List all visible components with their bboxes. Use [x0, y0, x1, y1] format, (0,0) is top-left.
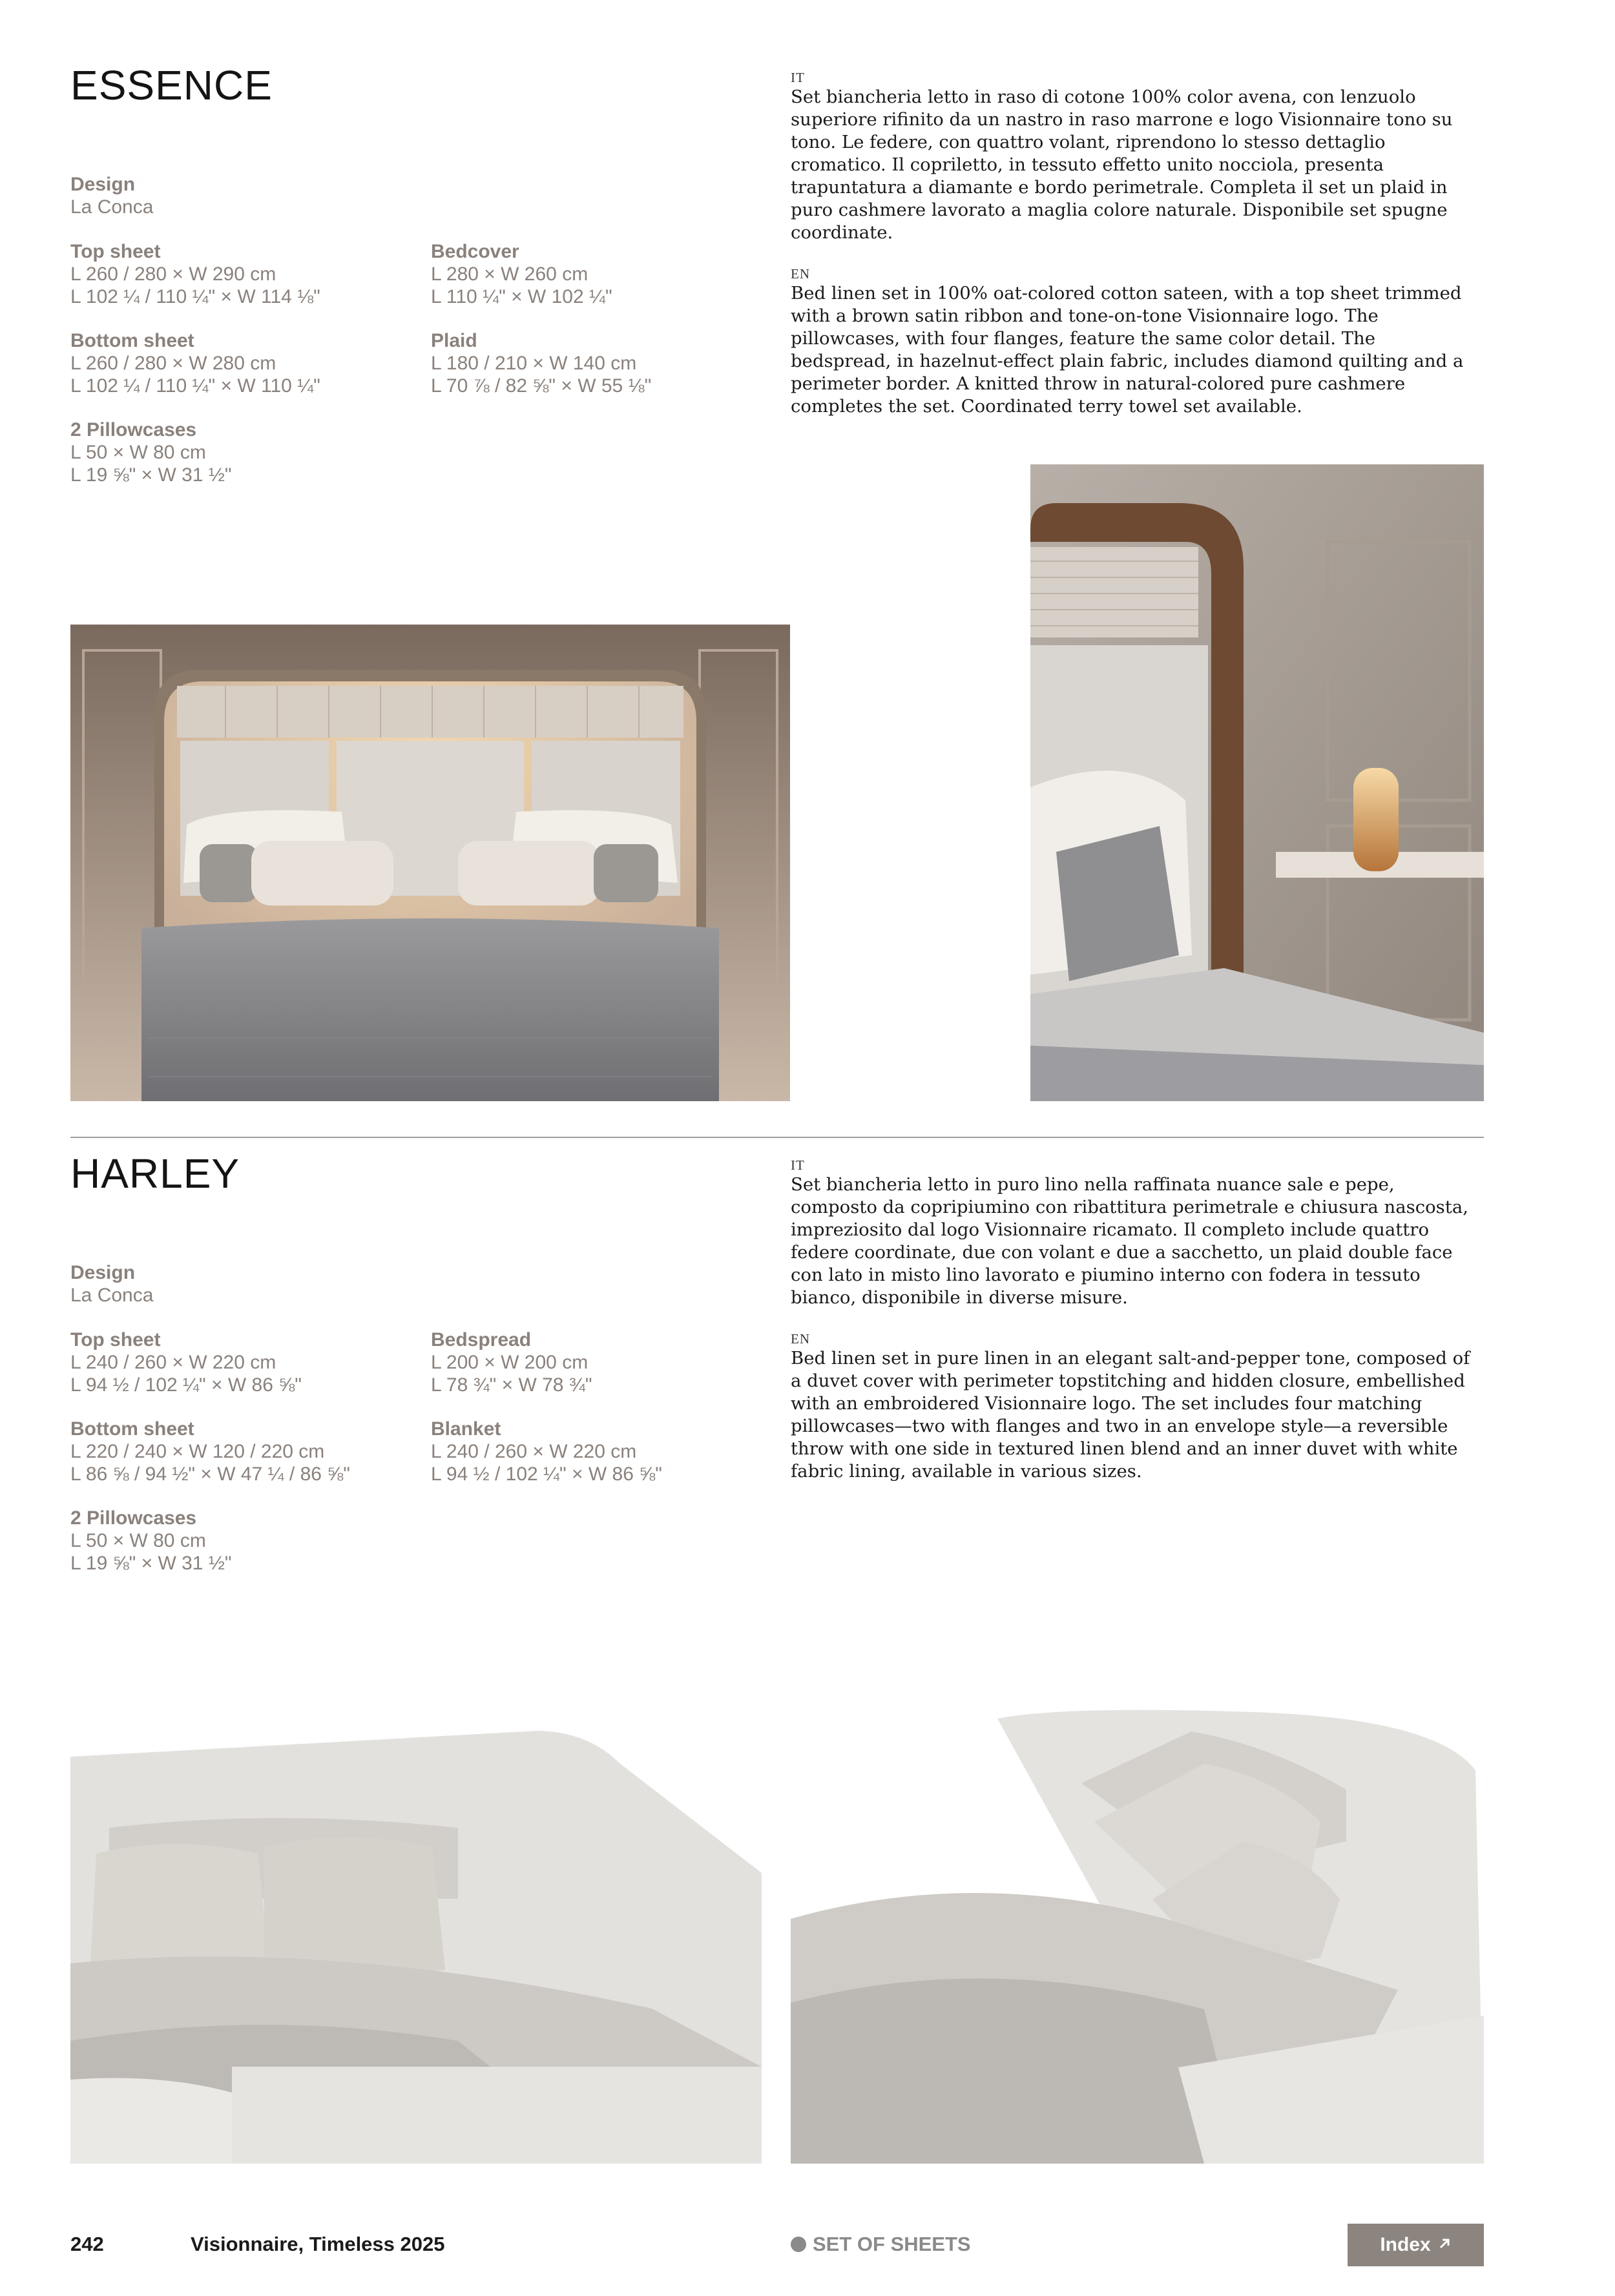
- spec-line: L 70 ⅞ / 82 ⅝" × W 55 ⅛": [431, 375, 652, 397]
- spec-line: L 220 / 240 × W 120 / 220 cm: [70, 1441, 325, 1462]
- spec-line: L 110 ¼" × W 102 ¼": [431, 286, 612, 307]
- harley-it-text: Set biancheria letto in puro lino nella raffinata nuance sale e pepe, composto da copripiumino con ribattitura perimetrale e chiusura nascosta, impreziosito dal logo Visionnaire ricamato. Il completo include quattro federe coordinate, due con volant e due a sacchetto, un plaid double face con lato in misto lino lavorato e piumino interno con fodera in tessuto bianco, disponibile in diverse misure.: [791, 1174, 1468, 1308]
- spec-label: 2 Pillowcases: [70, 1507, 197, 1529]
- page-number: 242: [70, 2233, 104, 2255]
- harley-spec-bottom-sheet: [70, 1418, 350, 1485]
- harley-design-label: Design: [70, 1262, 136, 1283]
- spec-line: L 180 / 210 × W 140 cm: [431, 353, 637, 374]
- spec-line: L 240 / 260 × W 220 cm: [70, 1352, 276, 1373]
- essence-spec-bedcover: [431, 240, 612, 308]
- spec-label: Plaid: [431, 330, 477, 351]
- spec-line: L 94 ½ / 102 ¼" × W 86 ⅝": [70, 1374, 302, 1396]
- arrow-up-right-icon: [1437, 2234, 1452, 2256]
- spec-label: Top sheet: [70, 241, 161, 262]
- section-tag-label: SET OF SHEETS: [813, 2233, 971, 2255]
- harley-it-label: IT: [791, 1157, 805, 1173]
- spec-line: L 78 ¾" × W 78 ¾": [431, 1374, 592, 1396]
- section-tag[interactable]: [791, 2233, 971, 2256]
- spec-line: L 19 ⅝" × W 31 ½": [70, 1553, 232, 1574]
- spec-line: L 86 ⅝ / 94 ½" × W 47 ¼ / 86 ⅝": [70, 1463, 350, 1485]
- bullet-dot-icon: [791, 2237, 806, 2252]
- spec-line: L 50 × W 80 cm: [70, 1530, 206, 1551]
- essence-it-text: Set biancheria letto in raso di cotone 100% color avena, con lenzuolo superiore rifinito da un nastro in raso marrone e logo Visionnaire tono su tono. Le federe, con quattro volant, riprendono lo stesso dettaglio cromatico. Il copriletto, in tessuto effetto unito nocciola, presenta trapuntatura a diamante e bordo perimetrale. Completa il set un plaid in puro cashmere lavorato a maglia colore naturale. Disponibile set spugne coordinate.: [791, 87, 1453, 243]
- spec-label: Bedspread: [431, 1329, 532, 1350]
- harley-description: [791, 1157, 1475, 1483]
- spec-label: Bedcover: [431, 241, 519, 262]
- harley-spec-pillowcases: [70, 1507, 232, 1575]
- harley-design: [70, 1261, 153, 1307]
- essence-spec-bottom-sheet: [70, 329, 320, 397]
- harley-en-label: EN: [791, 1331, 810, 1347]
- spec-line: L 94 ½ / 102 ¼" × W 86 ⅝": [431, 1463, 662, 1485]
- essence-it-label: IT: [791, 70, 805, 85]
- harley-spec-bedspread: [431, 1329, 592, 1396]
- spec-label: 2 Pillowcases: [70, 419, 197, 440]
- spec-line: L 240 / 260 × W 220 cm: [431, 1441, 637, 1462]
- essence-spec-top-sheet: [70, 240, 320, 308]
- section-divider: [70, 1137, 1484, 1138]
- essence-design: [70, 173, 153, 218]
- spec-line: L 102 ¼ / 110 ¼" × W 114 ⅛": [70, 286, 320, 307]
- spec-label: Top sheet: [70, 1329, 161, 1350]
- essence-design-label: Design: [70, 174, 136, 195]
- index-button[interactable]: [1348, 2224, 1484, 2266]
- essence-design-value: La Conca: [70, 196, 154, 218]
- index-button-label: Index: [1380, 2234, 1431, 2255]
- essence-bed-front-photo: [70, 625, 790, 1101]
- spec-line: L 19 ⅝" × W 31 ½": [70, 464, 232, 486]
- essence-title: ESSENCE: [70, 62, 273, 109]
- spec-line: L 50 × W 80 cm: [70, 442, 206, 463]
- harley-bed-front-photo: [70, 1705, 762, 2164]
- essence-en-text: Bed linen set in 100% oat-colored cotton sateen, with a top sheet trimmed with a brown satin ribbon and tone-on-tone Visionnaire logo. The pillowcases, with four flanges, feature the same color detail. The bedspread, in hazelnut-effect plain fabric, includes diamond quilting and a perimeter border. A knitted throw in natural-colored pure cashmere completes the set. Coordinated terry towel set available.: [791, 283, 1464, 417]
- harley-title: HARLEY: [70, 1150, 240, 1197]
- spec-line: L 280 × W 260 cm: [431, 264, 589, 285]
- essence-spec-pillowcases: [70, 419, 232, 486]
- essence-bed-detail-photo: [1030, 464, 1484, 1101]
- essence-description: [791, 70, 1475, 418]
- harley-en-text: Bed linen set in pure linen in an elegant salt-and-pepper tone, composed of a duvet cover with perimeter topstitching and hidden closure, embellished with an embroidered Visionnaire logo. The set includes four matching pillowcases—two with flanges and two in an envelope style—a reversible throw with one side in textured linen blend and an inner duvet with white fabric lining, available in various sizes.: [791, 1348, 1470, 1482]
- essence-en-label: EN: [791, 266, 810, 282]
- harley-design-value: La Conca: [70, 1285, 154, 1306]
- spec-line: L 260 / 280 × W 290 cm: [70, 264, 276, 285]
- publication-title: Visionnaire, Timeless 2025: [191, 2233, 445, 2255]
- spec-label: Bottom sheet: [70, 330, 194, 351]
- spec-line: L 260 / 280 × W 280 cm: [70, 353, 276, 374]
- spec-label: Blanket: [431, 1418, 501, 1440]
- harley-bed-angle-photo: [791, 1706, 1484, 2164]
- harley-spec-top-sheet: [70, 1329, 302, 1396]
- spec-line: L 102 ¼ / 110 ¼" × W 110 ¼": [70, 375, 320, 397]
- spec-line: L 200 × W 200 cm: [431, 1352, 589, 1373]
- spec-label: Bottom sheet: [70, 1418, 194, 1440]
- harley-spec-blanket: [431, 1418, 662, 1485]
- essence-spec-plaid: [431, 329, 651, 397]
